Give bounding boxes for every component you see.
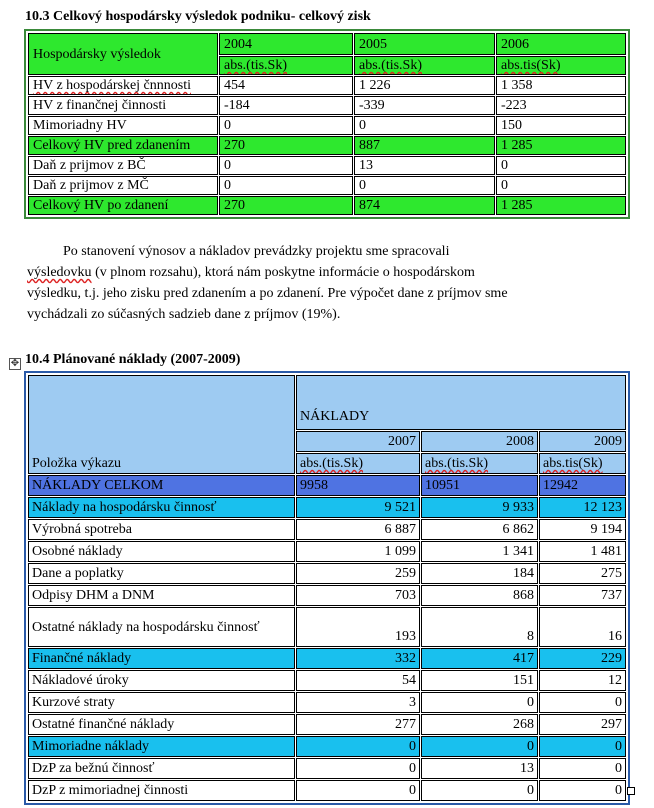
row-value: 275 — [539, 563, 626, 584]
row-value: 150 — [496, 116, 626, 135]
row-value: 1 099 — [296, 541, 420, 562]
table-row — [28, 541, 626, 562]
row-value: 1 285 — [496, 136, 626, 155]
year-header-cell: 2008 — [421, 431, 538, 452]
row-label: Odpisy DHM a DNM — [28, 585, 295, 606]
row-value: 13 — [421, 758, 538, 779]
row-value: 737 — [539, 585, 626, 606]
table-row — [28, 116, 626, 135]
row-value: -184 — [219, 96, 353, 115]
row-value: 332 — [296, 648, 420, 669]
row-value: 1 285 — [496, 196, 626, 215]
paragraph-line: výsledku, t.j. jeho zisku pred zdanením a po zdanení. Pre výpočet dane z príjmov sme — [27, 286, 508, 301]
paragraph-line: Po stanovení výnosov a nákladov prevádzky projektu sme spracovali — [63, 244, 450, 259]
spellcheck-word: výsledovku — [27, 265, 92, 280]
row-label: Nákladové úroky — [28, 670, 295, 691]
table-row — [28, 758, 626, 779]
header-cell-year: 2004 — [219, 33, 353, 55]
item-header-cell: Položka výkazu — [28, 375, 295, 474]
table-row — [28, 714, 626, 735]
row-label: Mimoriadne náklady — [28, 736, 295, 757]
row-value: 0 — [421, 780, 538, 801]
row-value: 54 — [296, 670, 420, 691]
unit-header-cell: abs.(tis.Sk) — [296, 453, 420, 474]
group-header-cell: NÁKLADY — [296, 375, 626, 430]
profit-table-header-row — [28, 33, 626, 55]
row-value: 270 — [219, 136, 353, 155]
row-value: 12 — [539, 670, 626, 691]
row-value: 1 226 — [354, 76, 495, 95]
row-label: Ostatné náklady na hospodársku činnosť — [28, 607, 295, 647]
row-label: Ostatné finančné náklady — [28, 714, 295, 735]
row-label: NÁKLADY CELKOM — [28, 475, 295, 496]
row-value: 0 — [354, 116, 495, 135]
row-value: 874 — [354, 196, 495, 215]
profit-table — [24, 29, 630, 219]
section-heading-10-3: 10.3 Celkový hospodársky výsledok podniku- celkový zisk — [25, 9, 371, 24]
header-cell-unit: abs.tis(Sk) — [496, 56, 626, 75]
row-value: 0 — [296, 780, 420, 801]
table-row — [28, 585, 626, 606]
paragraph-line: vychádzali zo súčasných sadzieb dane z príjmov (19%). — [27, 307, 341, 322]
row-value: 454 — [219, 76, 353, 95]
row-label: DzP z mimoriadnej činnosti — [28, 780, 295, 801]
row-value: 0 — [539, 758, 626, 779]
table-row — [28, 780, 626, 801]
row-value: 12 123 — [539, 497, 626, 518]
row-value: 3 — [296, 692, 420, 713]
row-value: 0 — [219, 156, 353, 175]
table-row-category — [28, 648, 626, 669]
year-header-cell: 2009 — [539, 431, 626, 452]
row-value: 184 — [421, 563, 538, 584]
row-label: Osobné náklady — [28, 541, 295, 562]
row-label: Finančné náklady — [28, 648, 295, 669]
row-value: 703 — [296, 585, 420, 606]
table-row-total — [28, 475, 626, 496]
table-row — [28, 96, 626, 115]
row-value: 268 — [421, 714, 538, 735]
row-label: HV z finančnej činnosti — [28, 96, 218, 115]
row-label: Celkový HV pred zdanením — [28, 136, 218, 155]
row-value: 1 341 — [421, 541, 538, 562]
row-value: 0 — [496, 156, 626, 175]
table-move-handle-icon[interactable]: ✥ — [10, 358, 20, 369]
row-value: 1 358 — [496, 76, 626, 95]
row-value: 229 — [539, 648, 626, 669]
table-row — [28, 563, 626, 584]
table-row — [28, 156, 626, 175]
header-cell-year: 2005 — [354, 33, 495, 55]
row-value: -223 — [496, 96, 626, 115]
table-row — [28, 176, 626, 195]
row-value: 259 — [296, 563, 420, 584]
row-value: 0 — [421, 692, 538, 713]
section-heading-10-4: 10.4 Plánované náklady (2007-2009) — [25, 352, 241, 367]
header-cell-unit: abs.(tis.Sk) — [219, 56, 353, 75]
row-label: Daň z prijmov z BČ — [28, 156, 218, 175]
table-row-highlight — [28, 196, 626, 215]
table-row — [28, 670, 626, 691]
row-value: 270 — [219, 196, 353, 215]
row-value: 8 — [421, 607, 538, 647]
row-label: Výrobná spotreba — [28, 519, 295, 540]
table-row-category — [28, 497, 626, 518]
row-value: 1 481 — [539, 541, 626, 562]
row-value: 9 933 — [421, 497, 538, 518]
header-cell-unit: abs.(tis.Sk) — [354, 56, 495, 75]
table-row — [28, 519, 626, 540]
row-label: Daň z prijmov z MČ — [28, 176, 218, 195]
row-value: 887 — [354, 136, 495, 155]
row-value: 0 — [496, 176, 626, 195]
row-value: -339 — [354, 96, 495, 115]
row-label: Kurzové straty — [28, 692, 295, 713]
paragraph-line: výsledovku (v plnom rozsahu), ktorá nám poskytne informácie o hospodárskom — [27, 265, 475, 280]
row-value: 277 — [296, 714, 420, 735]
row-value: 868 — [421, 585, 538, 606]
row-label: Dane a poplatky — [28, 563, 295, 584]
row-value: 0 — [296, 758, 420, 779]
row-label: DzP za bežnú činnosť — [28, 758, 295, 779]
row-value: 151 — [421, 670, 538, 691]
row-value: 9958 — [296, 475, 420, 496]
row-value: 0 — [296, 736, 420, 757]
year-header-cell: 2007 — [296, 431, 420, 452]
row-label: Celkový HV po zdanení — [28, 196, 218, 215]
costs-table — [24, 371, 630, 805]
row-value: 9 521 — [296, 497, 420, 518]
row-value: 12942 — [539, 475, 626, 496]
row-label: Náklady na hospodársku činnosť — [28, 497, 295, 518]
row-value: 0 — [539, 780, 626, 801]
table-resize-handle[interactable] — [627, 787, 635, 795]
row-value: 16 — [539, 607, 626, 647]
row-value: 0 — [539, 692, 626, 713]
row-value: 297 — [539, 714, 626, 735]
row-value: 6 862 — [421, 519, 538, 540]
body-paragraph — [27, 241, 607, 325]
row-value: 13 — [354, 156, 495, 175]
row-label: Mimoriadny HV — [28, 116, 218, 135]
table-row — [28, 607, 626, 647]
row-value: 10951 — [421, 475, 538, 496]
row-value: 9 194 — [539, 519, 626, 540]
row-value: 6 887 — [296, 519, 420, 540]
table-row — [28, 76, 626, 95]
table-row-highlight — [28, 136, 626, 155]
row-value: 0 — [539, 736, 626, 757]
row-value: 417 — [421, 648, 538, 669]
row-value: 0 — [219, 116, 353, 135]
row-label: HV z hospodárskej čnnnosti — [28, 76, 218, 95]
header-cell-label: Hospodársky výsledok — [28, 33, 218, 75]
row-value: 0 — [421, 736, 538, 757]
unit-header-cell: abs.tis(Sk) — [539, 453, 626, 474]
table-row-category — [28, 736, 626, 757]
table-row — [28, 692, 626, 713]
row-value: 0 — [354, 176, 495, 195]
unit-header-cell: abs.(tis.Sk) — [421, 453, 538, 474]
row-value: 0 — [219, 176, 353, 195]
header-cell-year: 2006 — [496, 33, 626, 55]
row-value: 193 — [296, 607, 420, 647]
